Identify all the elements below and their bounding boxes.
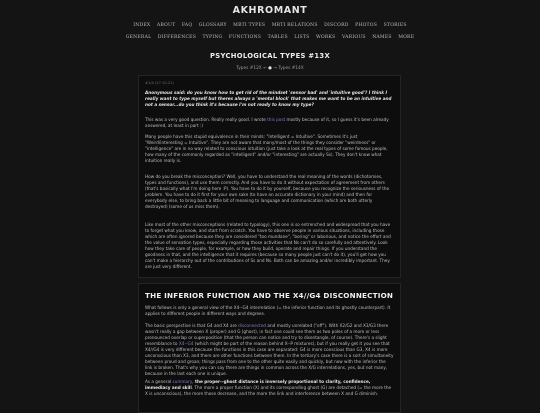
nav-discord[interactable]: DISCORD (324, 23, 349, 28)
post-paragraph (145, 379, 394, 397)
breadcrumb (0, 66, 540, 71)
nav-typing[interactable]: TYPING (202, 35, 223, 40)
ask-question: Anonymous said: do you know how to get rid of the mindset 'sensor bad' and 'intuitive good'? I think I really want to type myself but theres always a 'mental block' that makes me want to be an intuitive and not a sensor...do you think it's because I'm not ready to know my type? (145, 90, 392, 107)
post-card (138, 283, 401, 413)
nav-various[interactable]: VARIOUS (341, 35, 366, 40)
nav-photos[interactable]: PHOTOS (355, 23, 378, 28)
text-span: and mostly unrelated ("off"). With X2/G2 and X3/G3 there wasn't really a gap between X (proper) and G (ghost), in fact one could see them as two poles of a more or less pronounced overlap or superposition (that the person can notice and try to disentangle, of course). There's a slight resemblance to (145, 323, 389, 346)
breadcrumb-prev[interactable]: Types #12X (236, 66, 262, 71)
nav-mbti-relations[interactable]: MBTI RELATIONS (271, 23, 318, 28)
nav-stories[interactable]: STORIES (383, 23, 407, 28)
nav-more[interactable]: MORE (398, 35, 415, 40)
post-heading: THE INFERIOR FUNCTION AND THE X4//G4 DISCONNECTION (145, 291, 394, 300)
post-link[interactable]: disconnected (238, 323, 267, 328)
post-link[interactable]: summary (172, 379, 193, 384)
breadcrumb-current-icon: ● (268, 66, 272, 71)
post-paragraph: How do you break the misconception? Well, you have to understand the real meaning of the words (dichotomies, types and functions), and use them correctly. And you have to do it without expectation of agreement from others (that's basically what I'm doing here :P). You have to do it by yourself, because you recognize the seriousness of the problem. You have to do it first for your own sake (to have an accurate dictionary in your mind) and then for everybody else, to bring back a little bit of meaning to language and communication (which are both utterly destroyed) (some of us miss them). (145, 174, 390, 209)
text-span: mostly because of it, so I guess it's been already answered, at least in part :) (145, 117, 389, 128)
post-paragraph: What follows is only a general view of the X4--G4 interrelation (= the inferior function and its ghostly counterpart). It applies to different people in different ways and degrees. (145, 305, 391, 316)
text-span: This was a very good question. Really really good. I wrote (145, 117, 268, 122)
nav-secondary (0, 35, 540, 40)
nav-lists[interactable]: LISTS (294, 35, 310, 40)
nav-mbti-types[interactable]: MBTI TYPES (233, 23, 266, 28)
text-span: The basic perspective is that G4 and X4 are (145, 323, 239, 328)
nav-tables[interactable]: TABLES (267, 35, 288, 40)
emphasis-text: the proper--ghost distance is inversely proportional to clarity, confidence, immediacy and skill (145, 379, 371, 390)
site-logo[interactable]: AKHROMANT (232, 5, 308, 16)
text-span: As a general (145, 379, 173, 384)
nav-names[interactable]: NAMES (372, 35, 392, 40)
arrow-left-icon[interactable]: ← (263, 66, 267, 71)
post-paragraph: Many people have this stupid equivalence in their minds: "Intelligent = Intuitive". Sometimes it's just "Weird/interesting = Intuitive". They are not aware that many/most of the things they consider "weirdness" or "intelligence" are in no way related to conscious intuition (just take a look at the real types of some famous people, how many of the commonly regarded as "intelligent" and/or "interesting" are actually Ss). They don't know what intuition really is. (145, 134, 388, 163)
post-card (138, 75, 401, 278)
nav-primary (0, 23, 540, 28)
nav-works[interactable]: WORKS (315, 35, 336, 40)
text-span: . The more a proper function (X) and its corresponding ghost (G) are detached (= the more the X is unconscious), the more those decrease, and the more the link and interference between X and G diminish. (145, 385, 392, 396)
nav-glossary[interactable]: GLOSSARY (198, 23, 227, 28)
page-title: PSYCHOLOGICAL TYPES #13X (210, 52, 330, 60)
nav-about[interactable]: ABOUT (156, 23, 176, 28)
post-link[interactable]: this post (267, 117, 286, 122)
breadcrumb-next[interactable]: Types #14X (278, 66, 304, 71)
post-paragraph: Like most of the other misconceptions (related to typology), this one is so entrenched and widespread that you have to forget what you know, and start from scratch. You have to observe people in various situations, including those which are often ignored because they are considered "too mundane", "boring" or laborious, and notice the effort and the value of sensation types, especially regarding those activities that Ns can't do so carefully and attentively. Look how they take care of people, for example, or how they build, operate and repair things. If you understand the goodness in that, and the intelligence that it requires (because so many people just can't do it), you'll get how you can't make a hierarchy out of the contributions of Ss and Ns. Both can be amazing and/or incredibly important. They are just very different. (145, 222, 391, 269)
nav-general[interactable]: GENERAL (125, 35, 152, 40)
nav-differences[interactable]: DIFFERENCES (157, 35, 197, 40)
nav-faq[interactable]: FAQ (181, 23, 193, 28)
post-paragraph (145, 117, 394, 129)
text-span: (which might be part of the reason behind X--P mixtures), but if you really get it you see that X4//G4 is very different because the functions in this case are separated: G4 is more conscious than G3, X4 is more unconscious than X3, and there are other functions between them. In the tertiary's case there is a sort of simultaneity between proud and groan; things pass from one to the other quite easily and quickly, but now with the inferior the link is broken. That's why you can say there are things in common across the X/G interrelations, yes, but not many, because in the last each one is unique. (145, 341, 394, 376)
post-link[interactable]: X4--G4 (178, 341, 194, 346)
post-paragraph (145, 323, 394, 377)
nav-functions[interactable]: FUNCTIONS (228, 35, 262, 40)
arrow-right-icon[interactable]: → (273, 66, 277, 71)
post-meta[interactable]: #1/4 (27.10.21) (145, 81, 174, 85)
nav-index[interactable]: INDEX (133, 23, 151, 28)
text-span: , (192, 379, 195, 384)
